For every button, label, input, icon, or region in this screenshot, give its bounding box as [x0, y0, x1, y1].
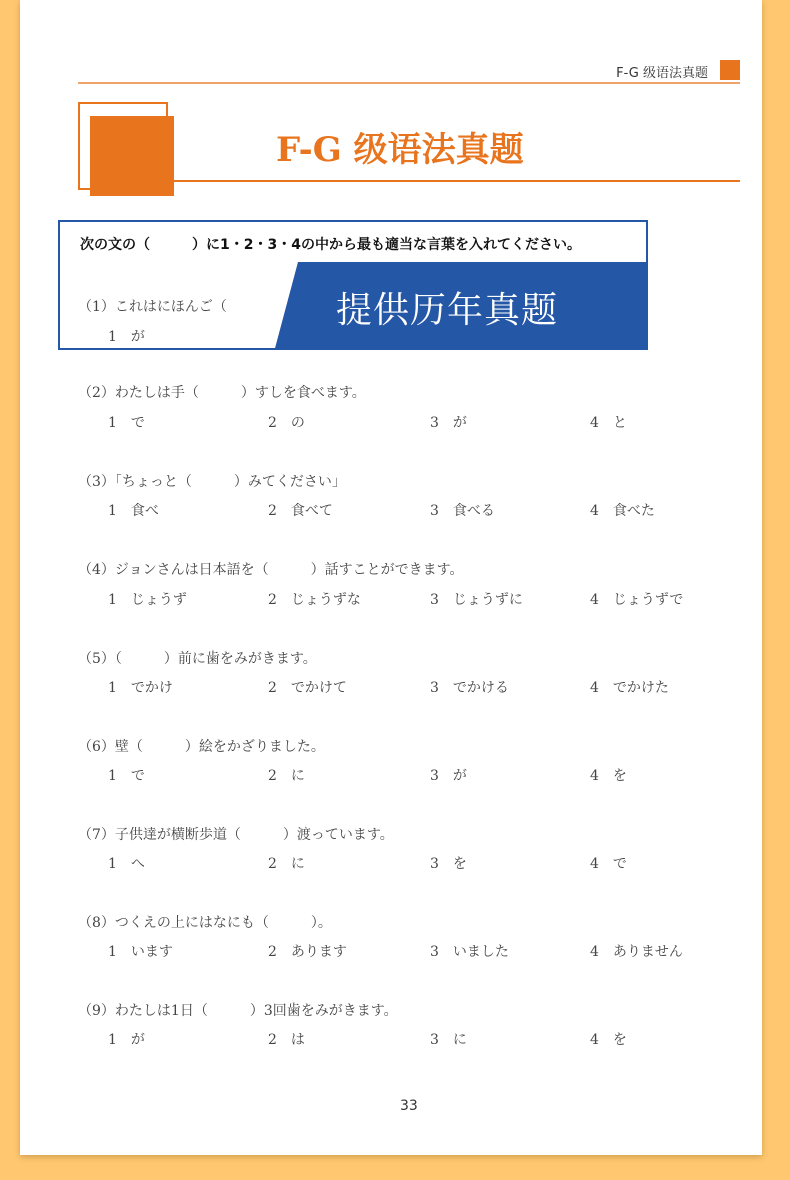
page-number: 33	[400, 1098, 418, 1114]
question-3-text: （3）「ちょっと（ ）みてください」	[78, 474, 346, 490]
question-6-choice-2: 2 に	[268, 768, 305, 784]
question-5-choice-2: 2 でかけて	[268, 680, 347, 696]
question-9-choice-2: 2 は	[268, 1032, 305, 1048]
question-2-choice-2: 2 の	[268, 415, 305, 431]
question-4-choice-2: 2 じょうずな	[268, 592, 361, 608]
instruction-text: 次の文の（ ）に1・2・3・4の中から最も適当な言葉を入れてください。	[80, 237, 581, 253]
question-5-text: （5）（ ）前に歯をみがきます。	[78, 651, 317, 667]
question-4-text: （4）ジョンさんは日本語を（ ）話すことができます。	[78, 562, 464, 578]
question-7-choice-1: 1 へ	[108, 856, 145, 872]
page-title: F-G 级语法真题	[276, 130, 524, 170]
question-7-choice-2: 2 に	[268, 856, 305, 872]
question-6-choice-4: 4 を	[590, 768, 627, 784]
question-5-choice-3: 3 でかける	[430, 680, 509, 696]
question-3-choice-3: 3 食べる	[430, 503, 495, 519]
question-7-choice-3: 3 を	[430, 856, 467, 872]
instruction-box	[58, 220, 648, 350]
question-3-choice-1: 1 食べ	[108, 503, 159, 519]
question-5-choice-4: 4 でかけた	[590, 680, 669, 696]
header-square-decoration	[720, 60, 740, 80]
question-2-choice-3: 3 が	[430, 415, 467, 431]
question-8-text: （8）つくえの上にはなにも（ ）。	[78, 915, 332, 931]
question-8-choice-4: 4 ありません	[590, 944, 683, 960]
promo-banner-text: 提供历年真题	[336, 290, 559, 331]
running-header: F-G 级语法真题	[616, 66, 708, 81]
question-8-choice-2: 2 あります	[268, 944, 347, 960]
question-9-choice-1: 1 が	[108, 1032, 145, 1048]
question-1-text: （1）これはにほんご（	[78, 299, 227, 315]
question-2-text: （2）わたしは手（ ）すしを食べます。	[78, 385, 366, 401]
question-4-choice-3: 3 じょうずに	[430, 592, 523, 608]
question-3-choice-4: 4 食べた	[590, 503, 655, 519]
question-7-choice-4: 4 で	[590, 856, 627, 872]
question-2-choice-1: 1 で	[108, 415, 145, 431]
question-4-choice-1: 1 じょうず	[108, 592, 187, 608]
question-7-text: （7）子供達が横断歩道（ ）渡っています。	[78, 827, 394, 843]
question-9-choice-3: 3 に	[430, 1032, 467, 1048]
question-4-choice-4: 4 じょうずで	[590, 592, 684, 608]
question-8-choice-3: 3 いました	[430, 944, 509, 960]
question-9-choice-4: 4 を	[590, 1032, 627, 1048]
question-1-choice-1: 1 が	[108, 329, 145, 345]
question-5-choice-1: 1 でかけ	[108, 680, 173, 696]
document-page	[20, 0, 762, 1155]
title-underline	[174, 180, 740, 182]
question-2-choice-4: 4 と	[590, 415, 627, 431]
question-9-text: （9）わたしは1日（ ）3回歯をみがきます。	[78, 1003, 398, 1019]
question-6-choice-3: 3 が	[430, 768, 467, 784]
title-decoration-block	[90, 116, 174, 196]
question-3-choice-2: 2 食べて	[268, 503, 333, 519]
header-rule	[78, 82, 740, 84]
question-8-choice-1: 1 います	[108, 944, 173, 960]
question-6-choice-1: 1 で	[108, 768, 145, 784]
question-6-text: （6）壁（ ）絵をかざりました。	[78, 739, 325, 755]
